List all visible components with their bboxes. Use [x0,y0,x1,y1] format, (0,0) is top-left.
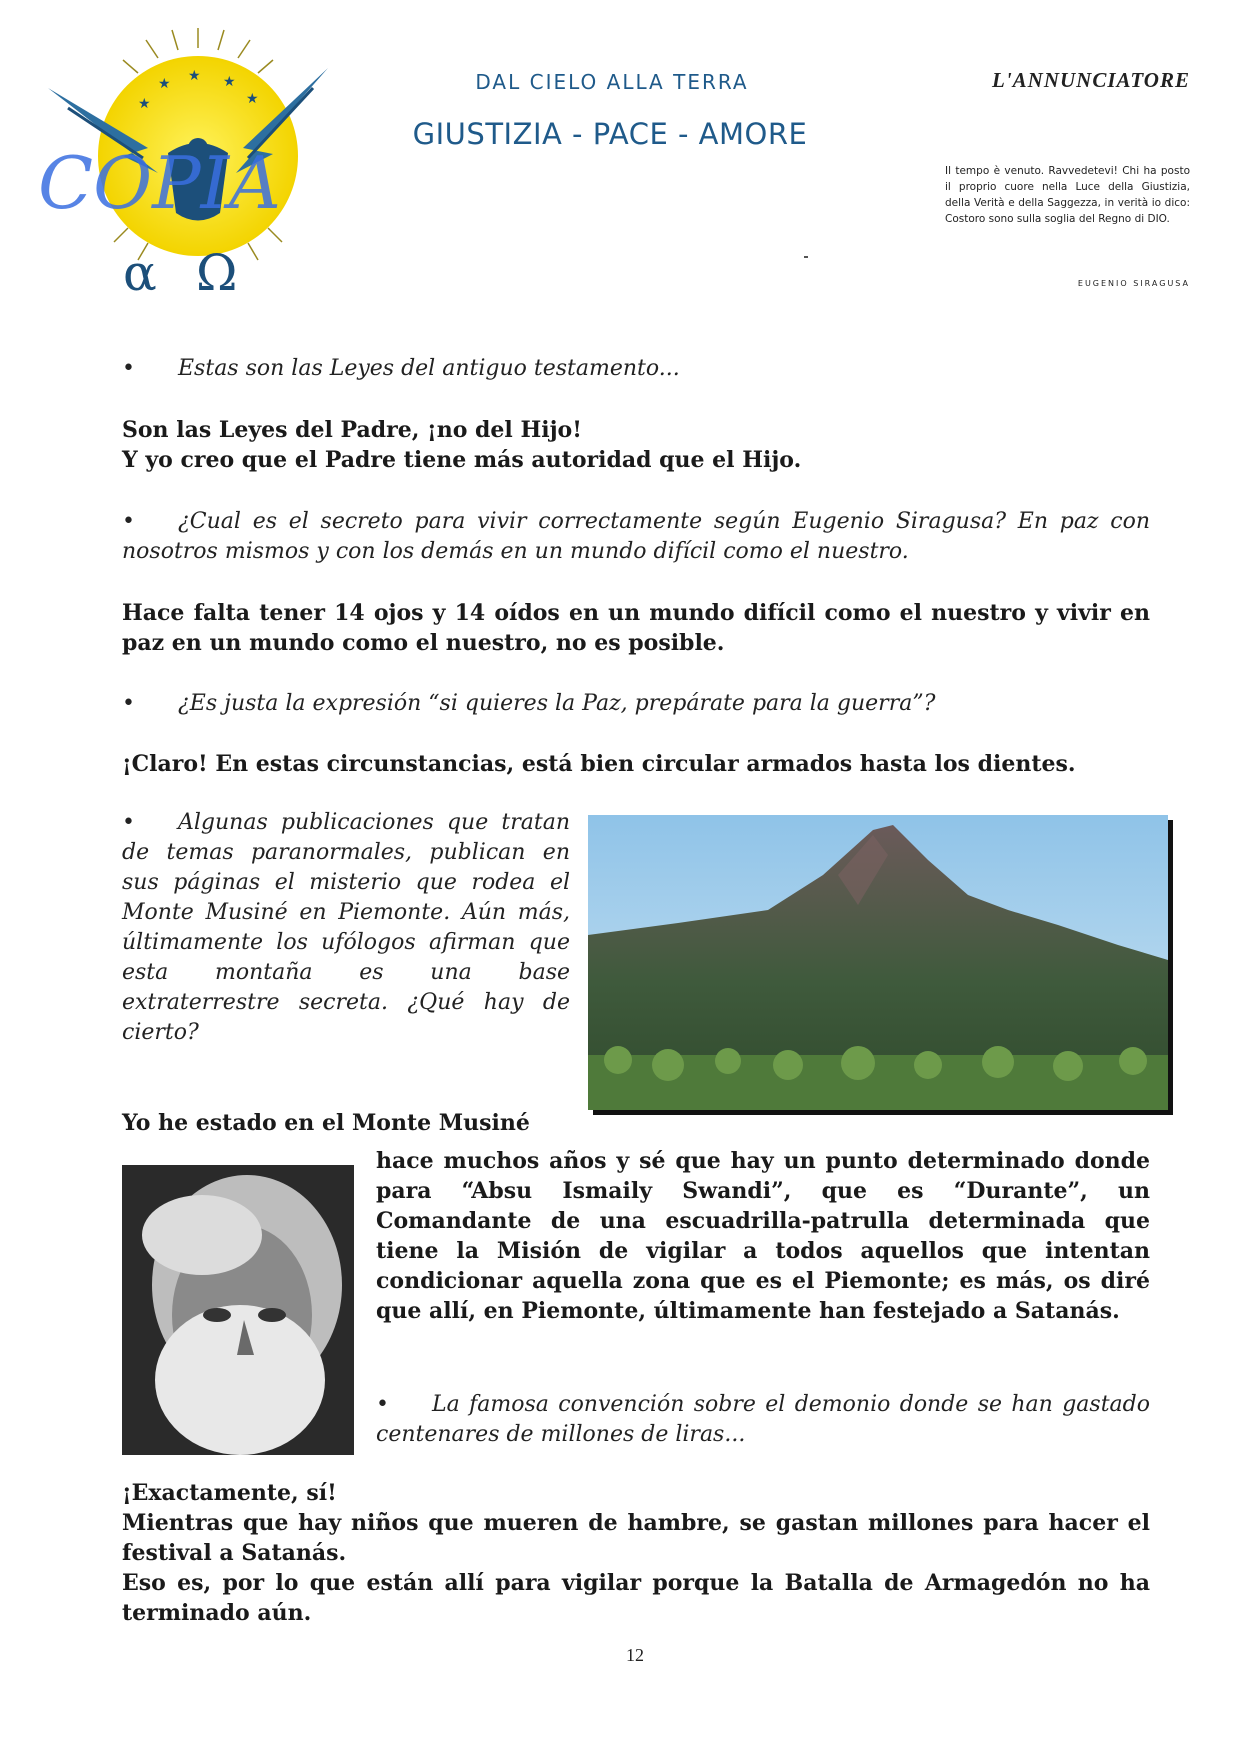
svg-text:★: ★ [188,68,201,84]
svg-text:★: ★ [246,91,259,107]
header-motto-line2: GIUSTIZIA - PACE - AMORE [412,117,808,151]
page-number: 12 [626,1645,644,1665]
logo-emblem [28,28,368,313]
question-3: • ¿Es justa la expresión “si quieres la Paz, prepárate para la guerra”? [122,691,936,716]
answer-4-start: Yo he estado en el Monte Musiné [122,1110,530,1136]
publication-title: L'ANNUNCIATORE [992,68,1190,92]
question-2: • ¿Cual es el secreto para vivir correctamente según Eugenio Siragusa? En paz con nosotros mismos y con los demás en un mundo difícil como el nuestro. [122,509,1150,564]
monte-musine-photo [588,815,1168,1110]
question-1: • Estas son las Leyes del antiguo testamento... [122,354,1150,384]
eagle-sun-emblem-icon [28,28,368,313]
eugenio-siragusa-portrait [122,1165,354,1455]
bullet: • [122,356,135,381]
question-5: • La famosa convención sobre el demonio donde se han gastado centenares de millones de liras... [376,1392,1150,1447]
answer-3: ¡Claro! En estas circunstancias, está bien circular armados hasta los dientes. [122,751,1076,777]
svg-text:★: ★ [223,74,236,90]
svg-text:★: ★ [138,96,151,112]
header-quote-author: EUGENIO SIRAGUSA [1077,279,1190,288]
svg-text:Ω: Ω [196,244,238,302]
header-quote: Il tempo è venuto. Ravvedetevi! Chi ha posto il proprio cuore nella Luce della Giustizia, della Verità e della Saggezza, in verità io dico: Costoro sono sulla soglia del Regno di DIO. [945,165,1190,225]
copia-stamp: COPIA [38,141,281,225]
answer-1: Son las Leyes del Padre, ¡no del Hijo! Y yo creo que el Padre tiene más autoridad que el Hijo. [122,417,802,473]
answer-2: Hace falta tener 14 ojos y 14 oídos en un mundo difícil como el nuestro y vivir en paz en un mundo como el nuestro, no es posible. [122,600,1150,656]
question-4: • Algunas publicaciones que tratan de temas paranormales, publican en sus páginas el misterio que rodea el Monte Musiné en Piemonte. Aún más, últimamente los ufólogos afirman que esta montaña es una base extraterrestre secreta. ¿Qué hay de cierto? [122,810,570,1045]
svg-text:α: α [123,244,157,302]
header-motto-line1: DAL CIELO ALLA TERRA [475,70,749,94]
divider [804,256,808,258]
svg-text:★: ★ [158,76,171,92]
answer-5: ¡Exactamente, sí! Mientras que hay niños que mueren de hambre, se gastan millones para hacer el festival a Satanás. Eso es, por lo que están allí para vigilar porque la Batalla de Armagedón no ha terminado aún. [122,1480,1150,1626]
answer-4-continuation: hace muchos años y sé que hay un punto determinado donde para “Absu Ismaily Swandi”, que es “Durante”, un Comandante de una escuadrilla-patrulla determinada que tiene la Misión de vigilar a todos aquellos que intentan condicionar aquella zona que es el Piemonte; es más, os diré que allí, en Piemonte, últimamente han festejado a Satanás. [376,1148,1150,1324]
